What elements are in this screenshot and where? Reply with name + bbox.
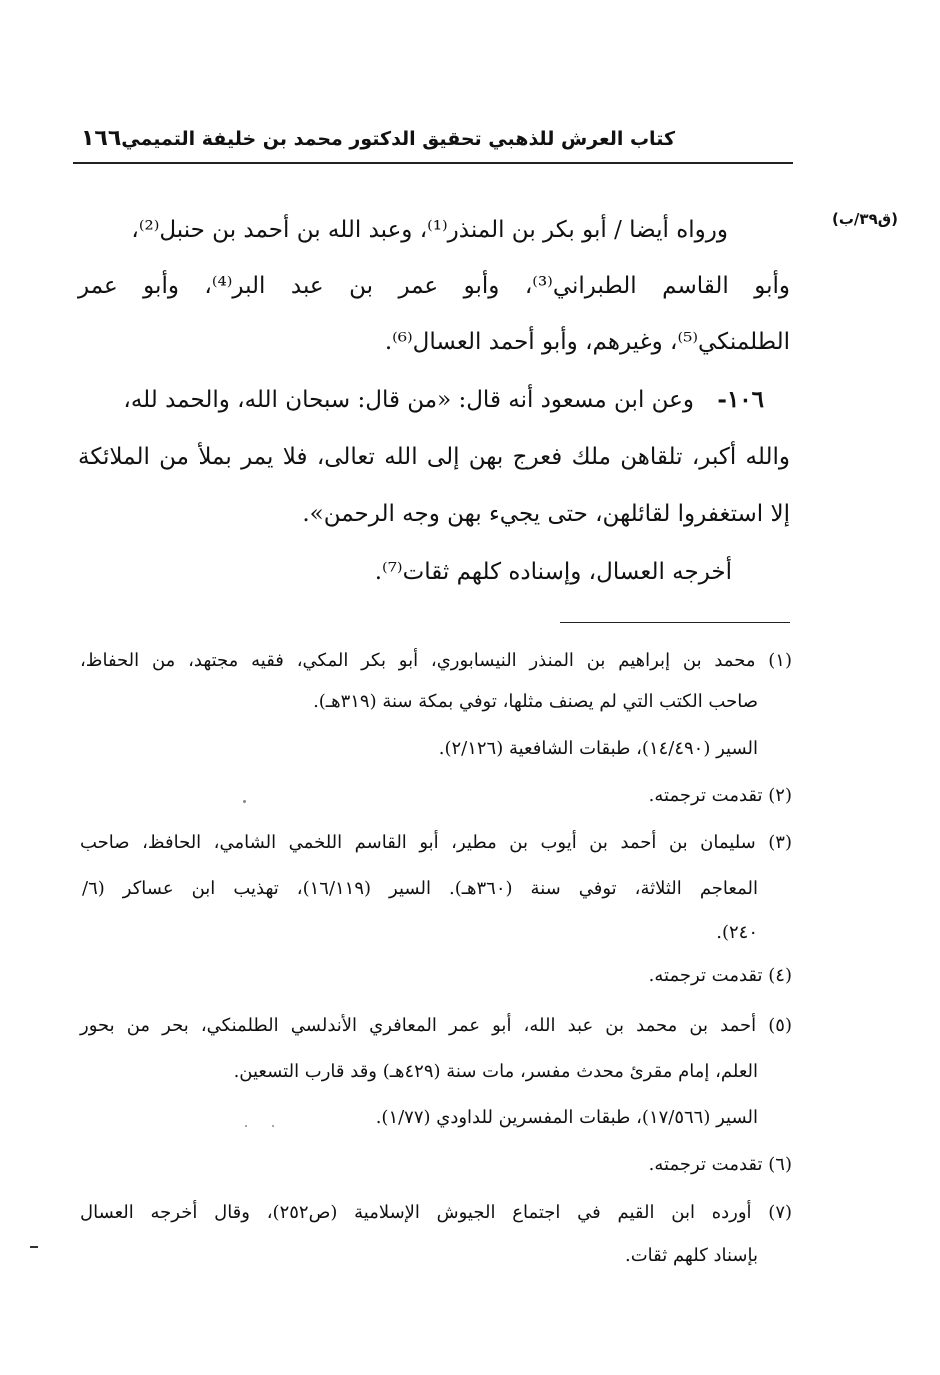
footnote-3-line-1: (٣) سليمان بن أحمد بن أيوب بن مطير، أبو القاسم اللخمي الشامي، الحافظ، صاحب <box>80 832 792 853</box>
hadith-line-2: والله أكبر، تلقاهن ملك فعرج بهن إلى الله تعالى، فلا يمر بملأ من الملائكة <box>78 444 790 470</box>
main-text-line-2: وأبو القاسم الطبراني⁽³⁾، وأبو عمر بن عبد البر⁽⁴⁾، وأبو عمر <box>78 273 791 299</box>
footnote-1-line-2: صاحب الكتب التي لم يصنف مثلها، توفي بمكة سنة (٣١٩هـ). <box>313 691 758 712</box>
hadith-source: أخرجه العسال، وإسناده كلهم ثقات⁽⁷⁾. <box>374 559 732 585</box>
footnote-5-line-1: (٥) أحمد بن محمد بن عبد الله، أبو عمر المعافري الأندلسي الطلمنكي، بحر من بحور <box>80 1015 792 1036</box>
main-text-line-1: ورواه أيضا / أبو بكر بن المنذر⁽¹⁾، وعبد الله بن أحمد بن حنبل⁽²⁾، <box>131 217 728 243</box>
hadith-number: ١٠٦- <box>717 386 764 413</box>
book-title: كتاب العرش للذهبي تحقيق الدكتور محمد بن خليفة التميمي <box>121 128 675 150</box>
footnote-3-line-3: ٢٤٠). <box>716 922 758 943</box>
footnote-separator <box>560 622 790 623</box>
footnote-1-line-1: (١) محمد بن إبراهيم بن المنذر النيسابوري، أبو بكر المكي، فقيه مجتهد، من الحفاظ، <box>80 650 792 671</box>
running-header <box>73 122 793 164</box>
footnote-2: (٢) تقدمت ترجمته. <box>648 785 792 806</box>
scan-speck <box>245 1125 247 1127</box>
footnote-1-line-3: السير (١٤/٤٩٠)، طبقات الشافعية (٢/١٢٦). <box>438 738 758 759</box>
main-text-line-3: الطلمنكي⁽⁵⁾، وغيرهم، وأبو أحمد العسال⁽⁶⁾. <box>384 329 790 355</box>
footnote-7-line-1: (٧) أورده ابن القيم في اجتماع الجيوش الإسلامية (ص٢٥٢)، وقال أخرجه العسال <box>80 1202 793 1223</box>
page-number: ١٦٦ <box>81 126 122 151</box>
footnote-3-line-2: المعاجم الثلاثة، توفي سنة (٣٦٠هـ). السير (١٦/١١٩)، تهذيب ابن عساكر (٦/ <box>82 878 758 899</box>
footnote-7-line-2: بإسناد كلهم ثقات. <box>624 1245 758 1266</box>
scan-mark <box>30 1246 38 1248</box>
hadith-line-3: إلا استغفروا لقائلهن، حتى يجيء بهن وجه الرحمن». <box>302 501 790 527</box>
manuscript-folio-note: (ق٣٩/ب) <box>832 210 899 228</box>
scan-speck <box>243 800 246 803</box>
footnote-5-line-3: السير (١٧/٥٦٦)، طبقات المفسرين للداودي (١/٧٧). <box>375 1107 758 1128</box>
hadith-line-1: وعن ابن مسعود أنه قال: «من قال: سبحان الله، والحمد لله، <box>123 387 694 413</box>
scan-speck <box>272 1125 274 1127</box>
footnote-4: (٤) تقدمت ترجمته. <box>648 965 792 986</box>
footnote-5-line-2: العلم، إمام مقرئ محدث مفسر، مات سنة (٤٢٩هـ) وقد قارب التسعين. <box>233 1061 758 1082</box>
footnote-6: (٦) تقدمت ترجمته. <box>648 1154 792 1175</box>
